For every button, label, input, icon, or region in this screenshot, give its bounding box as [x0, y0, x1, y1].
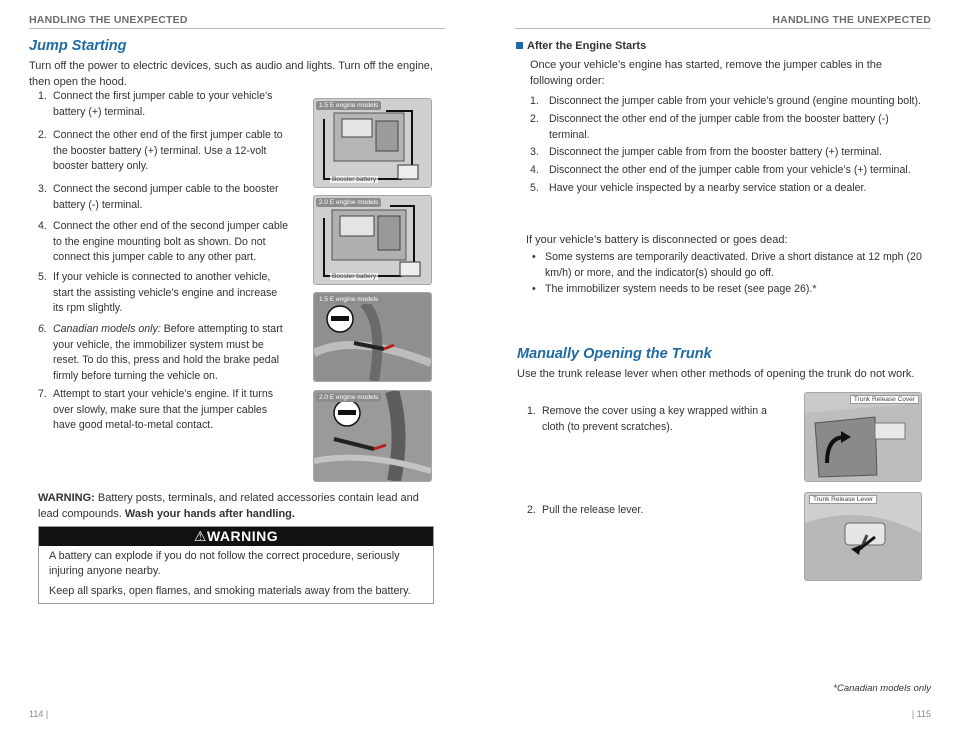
after-step-3	[530, 145, 930, 161]
after-step-4	[530, 163, 930, 179]
step-number: 1.	[38, 90, 47, 102]
jump-step-4	[38, 219, 293, 266]
engine-bay-figure-20e	[313, 195, 432, 285]
after-step-1	[530, 94, 930, 110]
warning-header	[39, 527, 433, 546]
step-number: 2.	[527, 504, 536, 516]
battery-note-bullet-1	[532, 250, 922, 281]
jump-step-6	[38, 322, 290, 384]
step-number: 2.	[38, 129, 47, 141]
jump-step-1	[38, 89, 278, 120]
step-number: 3.	[38, 183, 47, 195]
page-number-right: | 115	[911, 709, 931, 719]
step-text: Disconnect the other end of the jumper cable from your vehicle’s (+) terminal.	[549, 164, 911, 176]
after-step-2	[530, 112, 910, 143]
warning-label: WARNING:	[38, 492, 95, 504]
engine-diagram-icon	[314, 196, 431, 284]
warning-line-1: A battery can explode if you do not follow the correct procedure, seriously injuring anyone nearby.	[49, 550, 400, 577]
warning-heading: WARNING	[206, 528, 279, 544]
figure-tag: Trunk Release Lever	[809, 495, 877, 504]
bullet-text: Some systems are temporarily deactivated. Drive a short distance at 12 mph (20 km/h) or more, and the indicator(s) should go off.	[545, 251, 922, 279]
battery-note-intro: If your vehicle’s battery is disconnected or goes dead:	[526, 234, 788, 246]
step-text: Pull the release lever.	[542, 504, 644, 516]
manual-trunk-intro: Use the trunk release lever when other methods of opening the trunk do not work.	[517, 368, 915, 380]
step-number: 1.	[530, 95, 539, 107]
step-text: If your vehicle is connected to another vehicle, start the assisting vehicle’s engine and increase its rpm slightly.	[53, 271, 278, 314]
after-step-5	[530, 181, 930, 197]
engine-diagram-icon	[314, 99, 431, 187]
step-number: 3.	[530, 146, 539, 158]
step-text: Before attempting to start your vehicle, the immobilizer system must be reset. To do this, press and hold the brake pedal firmly before turning the vehicle on.	[53, 323, 283, 382]
trunk-release-cover-figure	[804, 392, 922, 482]
ground-clamp-icon	[314, 293, 431, 381]
ground-bolt-figure-20e	[313, 390, 432, 482]
warning-note-text: Battery posts, terminals, and related accessories contain lead and lead compounds.	[38, 492, 419, 520]
warning-line-2: Keep all sparks, open flames, and smoking materials away from the battery.	[49, 585, 411, 597]
step-number: 4.	[530, 164, 539, 176]
battery-note-bullet-2	[532, 282, 922, 298]
after-engine-starts-title: After the Engine Starts	[527, 40, 647, 52]
left-running-header: HANDLING THE UNEXPECTED	[29, 14, 188, 26]
warning-triangle-icon: ⚠	[193, 528, 207, 544]
trunk-lever-icon	[805, 493, 921, 580]
battery-warning-box	[38, 526, 434, 604]
figure-caption: Booster battery	[332, 176, 377, 183]
jump-starting-title: Jump Starting	[29, 38, 127, 54]
right-header-rule	[515, 28, 931, 29]
step-number: 2.	[530, 113, 539, 125]
step-text: Have your vehicle inspected by a nearby service station or a dealer.	[549, 182, 867, 194]
step-italic-prefix: Canadian models only:	[53, 323, 161, 335]
ground-bolt-figure-15e	[313, 292, 432, 382]
figure-tag: 1.5 E engine models	[316, 101, 381, 110]
jump-starting-intro: Turn off the power to electric devices, such as audio and lights. Turn off the engine, then open the hood.	[29, 60, 433, 88]
section-square-icon	[516, 42, 523, 49]
bullet-dot-icon: •	[532, 283, 536, 295]
bullet-dot-icon: •	[532, 251, 536, 263]
manual-trunk-title: Manually Opening the Trunk	[517, 346, 712, 362]
page-number-left: 114 |	[29, 709, 49, 719]
footnote: *Canadian models only	[833, 683, 931, 694]
step-text: Disconnect the other end of the jumper cable from the booster battery (-) terminal.	[549, 113, 889, 141]
engine-bay-figure-15e	[313, 98, 432, 188]
figure-tag: 2.0 E engine models	[316, 393, 381, 402]
step-text: Connect the other end of the first jumper cable to the booster battery (+) terminal. Use a 12-volt booster battery only.	[53, 129, 283, 172]
left-header-rule	[29, 28, 445, 29]
warning-note-bold: Wash your hands after handling.	[124, 508, 295, 520]
bullet-text: The immobilizer system needs to be reset (see page 26).*	[545, 283, 817, 295]
after-engine-starts-heading	[516, 38, 646, 54]
trunk-cover-icon	[805, 393, 921, 481]
step-text: Remove the cover using a key wrapped within a cloth (to prevent scratches).	[542, 405, 767, 433]
step-number: 4.	[38, 220, 47, 232]
jump-step-2	[38, 128, 283, 175]
step-number: 5.	[530, 182, 539, 194]
step-number: 6.	[38, 323, 47, 335]
figure-tag: Trunk Release Cover	[850, 395, 919, 404]
figure-tag: 2.0 E engine models	[316, 198, 381, 207]
step-text: Attempt to start your vehicle’s engine. If it turns over slowly, make sure that the jumper cables have good metal-to-metal contact.	[53, 388, 274, 431]
trunk-release-lever-figure	[804, 492, 922, 581]
trunk-step-2	[527, 503, 777, 519]
figure-caption: Booster battery	[332, 273, 377, 280]
step-text: Connect the other end of the second jumper cable to the engine mounting bolt as shown. Do not connect this jumper cable to any other part.	[53, 220, 288, 263]
jump-step-5	[38, 270, 288, 317]
step-text: Disconnect the jumper cable from from the booster battery (+) terminal.	[549, 146, 882, 158]
jump-step-3	[38, 182, 288, 213]
step-text: Connect the first jumper cable to your vehicle’s battery (+) terminal.	[53, 90, 273, 118]
ground-clamp-icon	[314, 391, 431, 481]
after-engine-intro: Once your vehicle’s engine has started, remove the jumper cables in the following order:	[530, 59, 882, 87]
step-text: Disconnect the jumper cable from your vehicle’s ground (engine mounting bolt).	[549, 95, 921, 107]
trunk-step-1	[527, 404, 777, 435]
jump-step-7	[38, 387, 288, 434]
right-running-header: HANDLING THE UNEXPECTED	[772, 14, 931, 26]
lead-warning-note	[38, 490, 438, 522]
step-number: 5.	[38, 271, 47, 283]
step-number: 7.	[38, 388, 47, 400]
step-number: 1.	[527, 405, 536, 417]
step-text: Connect the second jumper cable to the booster battery (-) terminal.	[53, 183, 279, 211]
figure-tag: 1.5 E engine models	[316, 295, 381, 304]
